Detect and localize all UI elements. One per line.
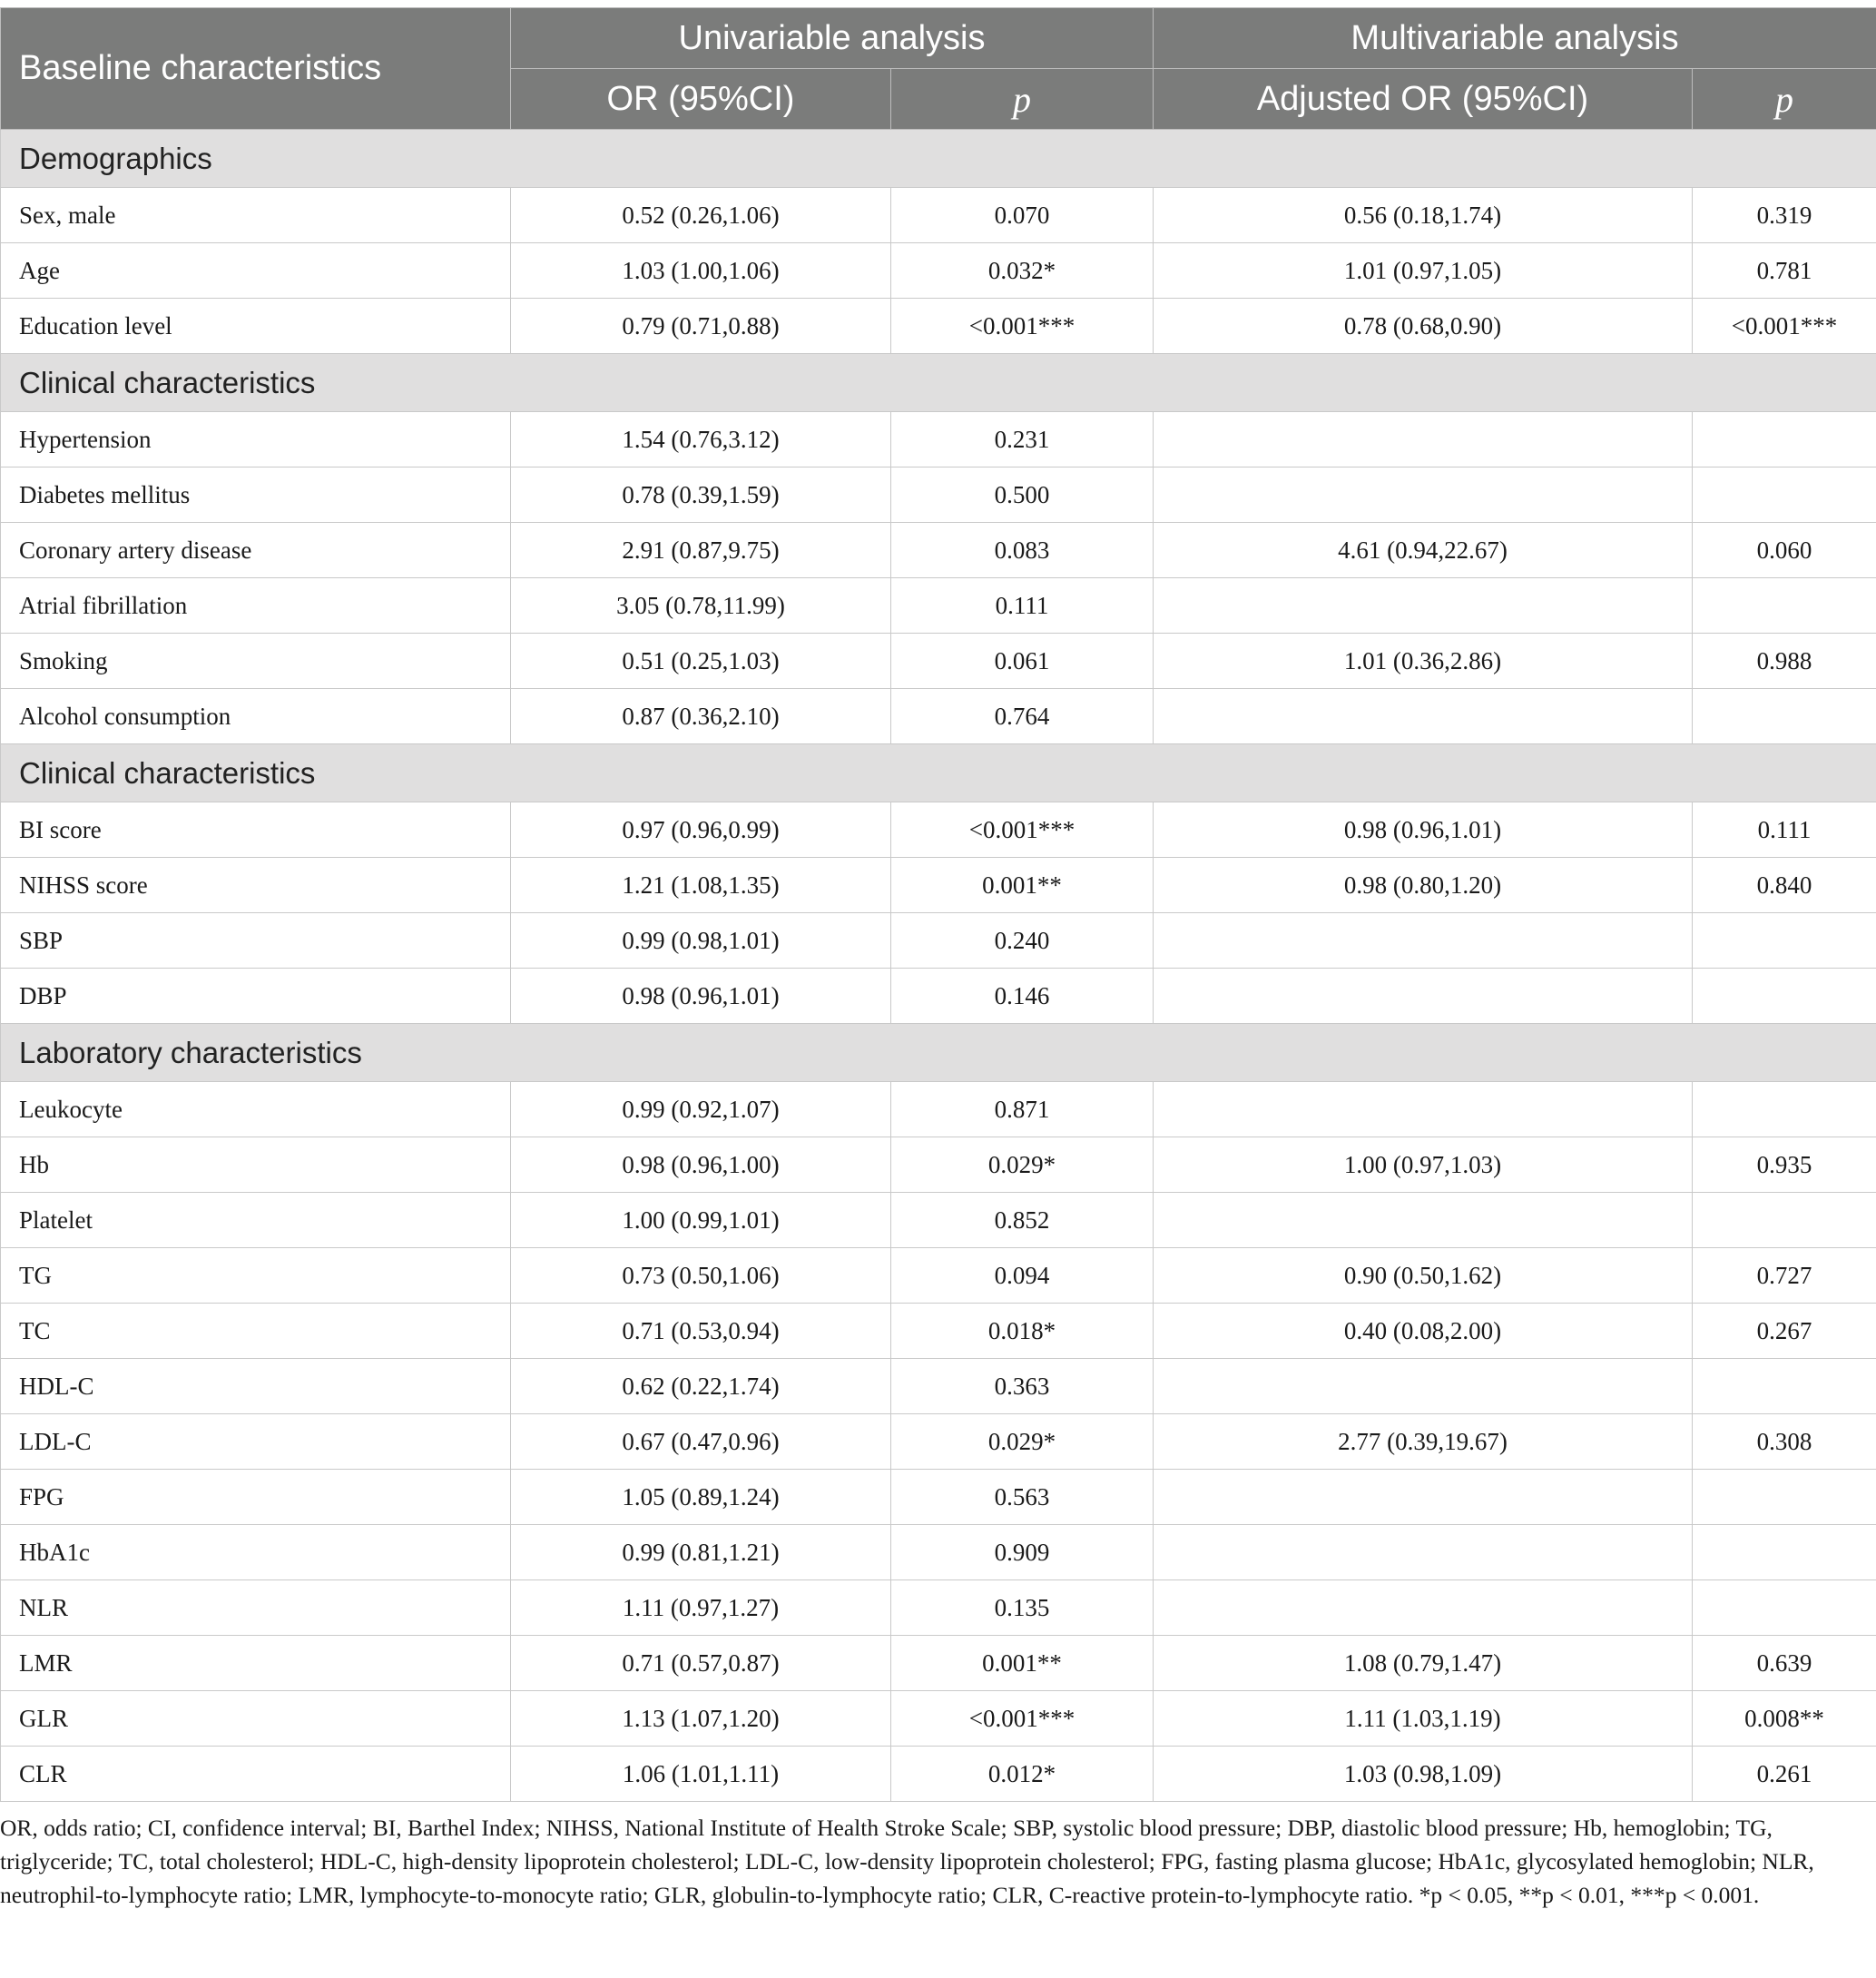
header-univariable: Univariable analysis (511, 8, 1154, 69)
table-row (1, 243, 1876, 299)
cell-or-ci: 3.05 (0.78,11.99) (511, 578, 891, 634)
cell-adjusted-or-ci (1154, 467, 1693, 523)
cell-adjusted-p-value: 0.781 (1693, 243, 1876, 299)
cell-characteristic: Smoking (1, 634, 511, 689)
cell-characteristic: Education level (1, 299, 511, 354)
cell-adjusted-or-ci (1154, 578, 1693, 634)
cell-adjusted-p-value (1693, 969, 1876, 1024)
cell-adjusted-p-value (1693, 578, 1876, 634)
cell-adjusted-p-value: 0.639 (1693, 1636, 1876, 1691)
table-row (1, 634, 1876, 689)
cell-adjusted-p-value: 0.261 (1693, 1747, 1876, 1802)
cell-characteristic: BI score (1, 802, 511, 858)
section-row (1, 1024, 1876, 1082)
table-row (1, 188, 1876, 243)
table-row (1, 1525, 1876, 1580)
header-p-univariable: p (891, 69, 1154, 130)
cell-p-value: 0.061 (891, 634, 1154, 689)
cell-or-ci: 0.99 (0.81,1.21) (511, 1525, 891, 1580)
cell-characteristic: Sex, male (1, 188, 511, 243)
table-row (1, 1137, 1876, 1193)
cell-adjusted-p-value: 0.008** (1693, 1691, 1876, 1747)
cell-p-value: 0.094 (891, 1248, 1154, 1304)
cell-p-value: 0.070 (891, 188, 1154, 243)
table-row (1, 578, 1876, 634)
cell-adjusted-or-ci (1154, 1525, 1693, 1580)
cell-or-ci: 1.54 (0.76,3.12) (511, 412, 891, 467)
cell-adjusted-or-ci: 0.56 (0.18,1.74) (1154, 188, 1693, 243)
cell-adjusted-p-value: 0.840 (1693, 858, 1876, 913)
cell-or-ci: 0.97 (0.96,0.99) (511, 802, 891, 858)
header-or-ci: OR (95%CI) (511, 69, 891, 130)
table-row (1, 1082, 1876, 1137)
cell-adjusted-p-value: 0.060 (1693, 523, 1876, 578)
cell-characteristic: Atrial fibrillation (1, 578, 511, 634)
table-row (1, 1747, 1876, 1802)
cell-p-value: 0.029* (891, 1414, 1154, 1470)
cell-characteristic: Hypertension (1, 412, 511, 467)
cell-characteristic: Leukocyte (1, 1082, 511, 1137)
cell-adjusted-p-value: 0.988 (1693, 634, 1876, 689)
cell-adjusted-or-ci: 1.00 (0.97,1.03) (1154, 1137, 1693, 1193)
cell-p-value: 0.001** (891, 1636, 1154, 1691)
cell-p-value: 0.029* (891, 1137, 1154, 1193)
cell-p-value: 0.032* (891, 243, 1154, 299)
table-row (1, 1636, 1876, 1691)
section-title: Clinical characteristics (1, 354, 1876, 412)
section-row (1, 744, 1876, 802)
table-row (1, 1470, 1876, 1525)
cell-p-value: 0.871 (891, 1082, 1154, 1137)
cell-p-value: 0.111 (891, 578, 1154, 634)
cell-adjusted-p-value: <0.001*** (1693, 299, 1876, 354)
cell-p-value: 0.852 (891, 1193, 1154, 1248)
cell-adjusted-or-ci (1154, 1580, 1693, 1636)
table-footnote: OR, odds ratio; CI, confidence interval; BI, Barthel Index; NIHSS, National Institute of Health Stroke Scale; SBP, systolic blood pressure; DBP, diastolic blood pressure; Hb, hemoglobin; TG, triglyceride; TC, total cholesterol; HDL-C, high-density lipoprotein cholesterol; LDL-C, low-density lipoprotein cholesterol; FPG, fasting plasma glucose; HbA1c, glycosylated hemoglobin; NLR, neutrophil-to-lymphocyte ratio; LMR, lymphocyte-to-monocyte ratio; GLR, globulin-to-lymphocyte ratio; CLR, C-reactive protein-to-lymphocyte ratio. *p < 0.05, **p < 0.01, ***p < 0.001. (0, 1815, 1814, 1908)
cell-p-value: 0.240 (891, 913, 1154, 969)
table-container (0, 7, 1876, 1912)
table-row (1, 689, 1876, 744)
cell-p-value: 0.001** (891, 858, 1154, 913)
cell-p-value: 0.563 (891, 1470, 1154, 1525)
cell-adjusted-or-ci (1154, 913, 1693, 969)
cell-adjusted-or-ci: 1.08 (0.79,1.47) (1154, 1636, 1693, 1691)
table-row (1, 1691, 1876, 1747)
cell-or-ci: 1.05 (0.89,1.24) (511, 1470, 891, 1525)
table-row (1, 802, 1876, 858)
cell-or-ci: 1.03 (1.00,1.06) (511, 243, 891, 299)
cell-characteristic: Age (1, 243, 511, 299)
cell-adjusted-p-value (1693, 1470, 1876, 1525)
cell-or-ci: 0.52 (0.26,1.06) (511, 188, 891, 243)
cell-adjusted-p-value (1693, 412, 1876, 467)
cell-characteristic: Hb (1, 1137, 511, 1193)
section-row (1, 354, 1876, 412)
cell-adjusted-or-ci (1154, 1193, 1693, 1248)
cell-adjusted-p-value: 0.935 (1693, 1137, 1876, 1193)
header-multivariable: Multivariable analysis (1154, 8, 1876, 69)
cell-adjusted-p-value (1693, 467, 1876, 523)
cell-adjusted-or-ci: 0.98 (0.96,1.01) (1154, 802, 1693, 858)
cell-adjusted-p-value: 0.727 (1693, 1248, 1876, 1304)
section-title: Demographics (1, 130, 1876, 188)
table-row (1, 1304, 1876, 1359)
cell-adjusted-or-ci: 1.01 (0.36,2.86) (1154, 634, 1693, 689)
cell-characteristic: TG (1, 1248, 511, 1304)
cell-or-ci: 0.98 (0.96,1.01) (511, 969, 891, 1024)
cell-adjusted-or-ci: 1.01 (0.97,1.05) (1154, 243, 1693, 299)
table-row (1, 913, 1876, 969)
cell-p-value: <0.001*** (891, 802, 1154, 858)
table-row (1, 1580, 1876, 1636)
cell-adjusted-or-ci: 0.90 (0.50,1.62) (1154, 1248, 1693, 1304)
header-baseline: Baseline characteristics (1, 8, 511, 130)
table-row (1, 1193, 1876, 1248)
cell-adjusted-p-value: 0.308 (1693, 1414, 1876, 1470)
table-row (1, 467, 1876, 523)
cell-adjusted-p-value: 0.111 (1693, 802, 1876, 858)
cell-characteristic: NLR (1, 1580, 511, 1636)
table-row (1, 412, 1876, 467)
cell-characteristic: SBP (1, 913, 511, 969)
cell-characteristic: Diabetes mellitus (1, 467, 511, 523)
regression-table (0, 7, 1876, 1802)
table-row (1, 1359, 1876, 1414)
cell-adjusted-or-ci (1154, 689, 1693, 744)
section-title: Laboratory characteristics (1, 1024, 1876, 1082)
cell-p-value: 0.363 (891, 1359, 1154, 1414)
cell-characteristic: HDL-C (1, 1359, 511, 1414)
cell-adjusted-p-value: 0.319 (1693, 188, 1876, 243)
cell-or-ci: 0.87 (0.36,2.10) (511, 689, 891, 744)
cell-p-value: 0.231 (891, 412, 1154, 467)
cell-or-ci: 0.71 (0.57,0.87) (511, 1636, 891, 1691)
cell-characteristic: TC (1, 1304, 511, 1359)
cell-characteristic: NIHSS score (1, 858, 511, 913)
cell-p-value: <0.001*** (891, 1691, 1154, 1747)
cell-adjusted-p-value (1693, 1525, 1876, 1580)
cell-characteristic: LDL-C (1, 1414, 511, 1470)
cell-or-ci: 0.78 (0.39,1.59) (511, 467, 891, 523)
cell-adjusted-or-ci: 1.03 (0.98,1.09) (1154, 1747, 1693, 1802)
cell-or-ci: 2.91 (0.87,9.75) (511, 523, 891, 578)
cell-p-value: 0.083 (891, 523, 1154, 578)
cell-adjusted-or-ci: 1.11 (1.03,1.19) (1154, 1691, 1693, 1747)
cell-adjusted-or-ci: 4.61 (0.94,22.67) (1154, 523, 1693, 578)
cell-or-ci: 0.79 (0.71,0.88) (511, 299, 891, 354)
cell-or-ci: 0.71 (0.53,0.94) (511, 1304, 891, 1359)
cell-or-ci: 1.11 (0.97,1.27) (511, 1580, 891, 1636)
cell-p-value: 0.012* (891, 1747, 1154, 1802)
cell-adjusted-or-ci: 0.78 (0.68,0.90) (1154, 299, 1693, 354)
cell-adjusted-or-ci: 2.77 (0.39,19.67) (1154, 1414, 1693, 1470)
table-row (1, 858, 1876, 913)
cell-p-value: 0.146 (891, 969, 1154, 1024)
section-title: Clinical characteristics (1, 744, 1876, 802)
cell-or-ci: 0.99 (0.98,1.01) (511, 913, 891, 969)
cell-adjusted-or-ci (1154, 1470, 1693, 1525)
cell-or-ci: 0.51 (0.25,1.03) (511, 634, 891, 689)
table-row (1, 1414, 1876, 1470)
cell-or-ci: 1.00 (0.99,1.01) (511, 1193, 891, 1248)
cell-characteristic: GLR (1, 1691, 511, 1747)
table-row (1, 969, 1876, 1024)
cell-characteristic: HbA1c (1, 1525, 511, 1580)
cell-characteristic: Platelet (1, 1193, 511, 1248)
cell-characteristic: Alcohol consumption (1, 689, 511, 744)
cell-or-ci: 0.99 (0.92,1.07) (511, 1082, 891, 1137)
cell-or-ci: 1.13 (1.07,1.20) (511, 1691, 891, 1747)
cell-adjusted-p-value (1693, 1193, 1876, 1248)
cell-p-value: <0.001*** (891, 299, 1154, 354)
cell-adjusted-or-ci (1154, 1082, 1693, 1137)
table-row (1, 1248, 1876, 1304)
cell-adjusted-p-value (1693, 1082, 1876, 1137)
table-row (1, 523, 1876, 578)
cell-adjusted-or-ci: 0.40 (0.08,2.00) (1154, 1304, 1693, 1359)
cell-p-value: 0.135 (891, 1580, 1154, 1636)
table-row (1, 299, 1876, 354)
cell-or-ci: 0.62 (0.22,1.74) (511, 1359, 891, 1414)
cell-adjusted-or-ci (1154, 969, 1693, 1024)
header-p-multivariable: p (1693, 69, 1876, 130)
cell-or-ci: 0.73 (0.50,1.06) (511, 1248, 891, 1304)
cell-adjusted-p-value: 0.267 (1693, 1304, 1876, 1359)
cell-adjusted-p-value (1693, 689, 1876, 744)
cell-adjusted-or-ci (1154, 412, 1693, 467)
cell-adjusted-or-ci: 0.98 (0.80,1.20) (1154, 858, 1693, 913)
header-adjusted-or-ci: Adjusted OR (95%CI) (1154, 69, 1693, 130)
cell-or-ci: 0.67 (0.47,0.96) (511, 1414, 891, 1470)
cell-or-ci: 0.98 (0.96,1.00) (511, 1137, 891, 1193)
cell-characteristic: LMR (1, 1636, 511, 1691)
cell-characteristic: DBP (1, 969, 511, 1024)
cell-adjusted-p-value (1693, 1359, 1876, 1414)
cell-p-value: 0.764 (891, 689, 1154, 744)
cell-or-ci: 1.06 (1.01,1.11) (511, 1747, 891, 1802)
cell-characteristic: FPG (1, 1470, 511, 1525)
cell-characteristic: CLR (1, 1747, 511, 1802)
cell-or-ci: 1.21 (1.08,1.35) (511, 858, 891, 913)
table-header (1, 8, 1876, 130)
cell-adjusted-or-ci (1154, 1359, 1693, 1414)
cell-characteristic: Coronary artery disease (1, 523, 511, 578)
table-body (1, 130, 1876, 1802)
cell-p-value: 0.018* (891, 1304, 1154, 1359)
cell-p-value: 0.500 (891, 467, 1154, 523)
cell-adjusted-p-value (1693, 1580, 1876, 1636)
cell-p-value: 0.909 (891, 1525, 1154, 1580)
cell-adjusted-p-value (1693, 913, 1876, 969)
section-row (1, 130, 1876, 188)
